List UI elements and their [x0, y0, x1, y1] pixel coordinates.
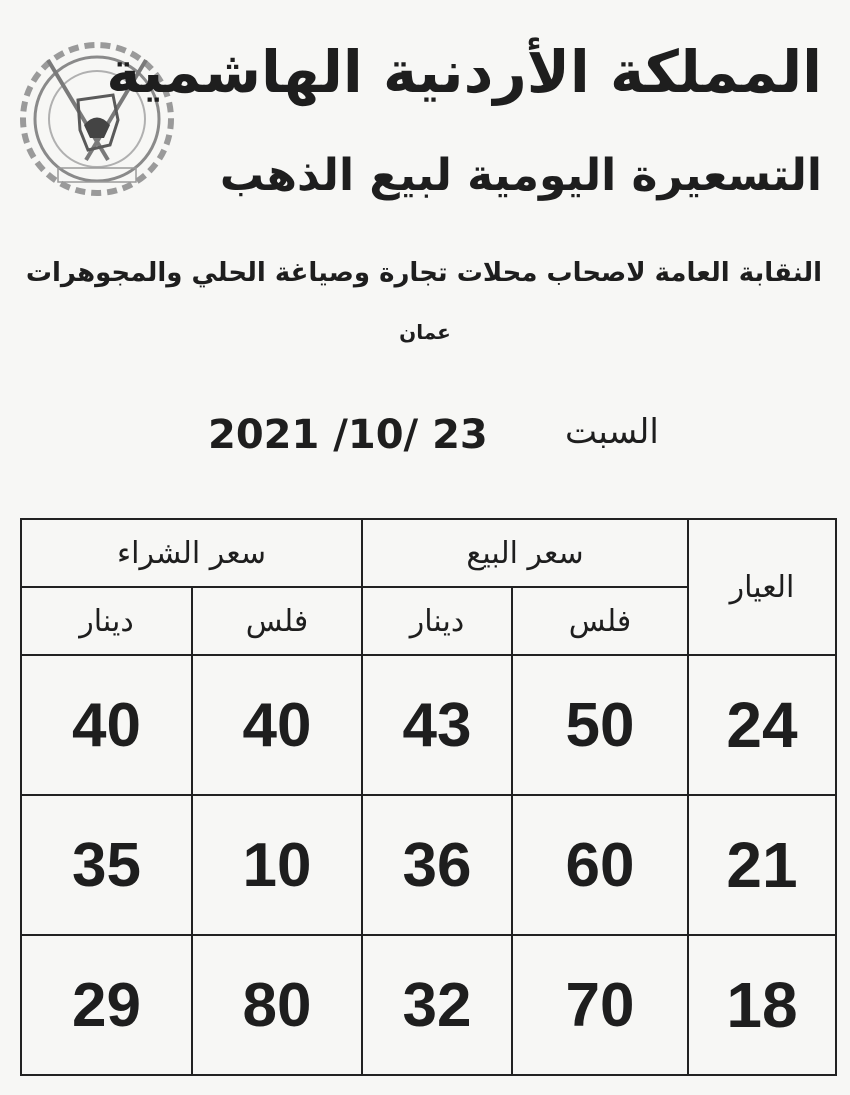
- karat-header: العيار: [688, 519, 836, 655]
- karat-cell: 24: [688, 655, 836, 795]
- sell-fils-cell: 50: [512, 655, 688, 795]
- gold-price-table: [20, 518, 837, 1076]
- sell-dinar-header: دينار: [362, 587, 512, 655]
- sell-fils-cell: 70: [512, 935, 688, 1075]
- buy-fils-cell: 10: [192, 795, 362, 935]
- table-row: [21, 795, 836, 935]
- day-name: السبت: [565, 412, 659, 452]
- buy-dinar-header: دينار: [21, 587, 192, 655]
- buy-fils-cell: 80: [192, 935, 362, 1075]
- karat-cell: 21: [688, 795, 836, 935]
- sell-price-header: سعر البيع: [362, 519, 688, 587]
- pricing-title: التسعيرة اليومية لبيع الذهب: [219, 150, 822, 201]
- kingdom-title: المملكة الأردنية الهاشمية: [106, 38, 822, 106]
- buy-fils-header: فلس: [192, 587, 362, 655]
- sell-fils-header: فلس: [512, 587, 688, 655]
- buy-dinar-cell: 40: [21, 655, 192, 795]
- union-name: النقابة العامة لاصحاب محلات تجارة وصياغة الحلي والمجوهرات: [25, 258, 822, 288]
- sell-dinar-cell: 36: [362, 795, 512, 935]
- buy-fils-cell: 40: [192, 655, 362, 795]
- buy-dinar-cell: 35: [21, 795, 192, 935]
- city-name: عمان: [399, 320, 451, 344]
- sell-dinar-cell: 32: [362, 935, 512, 1075]
- karat-cell: 18: [688, 935, 836, 1075]
- table-row: [21, 935, 836, 1075]
- buy-price-header: سعر الشراء: [21, 519, 362, 587]
- table-row: [21, 655, 836, 795]
- date-value: 2021 /10/ 23: [208, 412, 488, 458]
- sell-dinar-cell: 43: [362, 655, 512, 795]
- sell-fils-cell: 60: [512, 795, 688, 935]
- buy-dinar-cell: 29: [21, 935, 192, 1075]
